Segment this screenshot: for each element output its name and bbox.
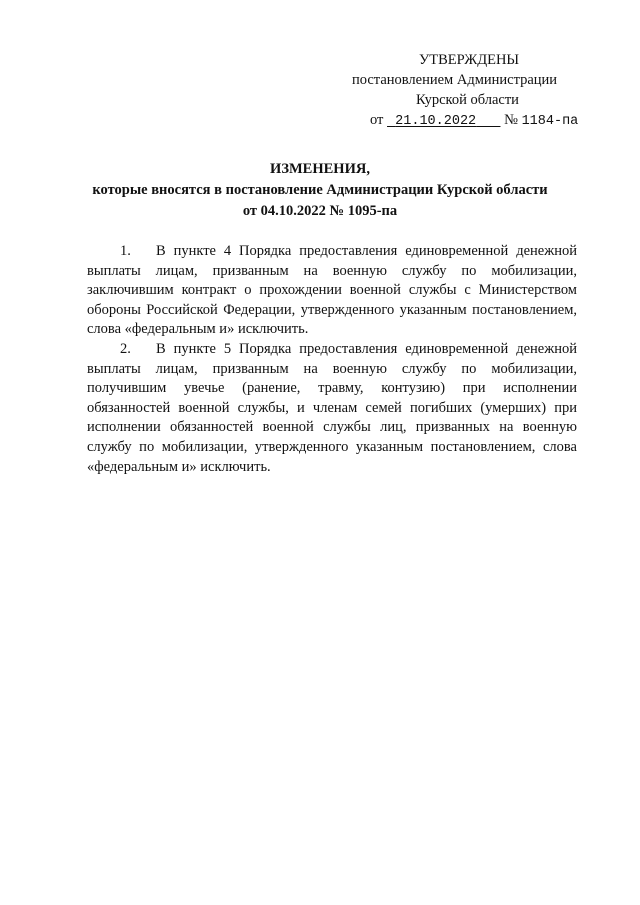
- approval-date-line: [352, 110, 592, 132]
- approval-date: 21.10.2022: [395, 114, 477, 129]
- approval-line-1: постановлением Администрации: [352, 72, 558, 88]
- approval-line-2: Курской области: [416, 92, 519, 108]
- approval-stamp: [352, 50, 592, 132]
- item-number: 1.: [120, 243, 131, 259]
- item-text: В пункте 5 Порядка предоставления единовременной денежной выплаты лицам, призванным на военную службу по мобилизации, получившим увечье (ранение, травму, контузию) при исполнении обязанностей военной службы, и членам семей погибших (умерших) при исполнении обязанностей военной службы лиц, призванных на военную службу по мобилизации, утвержденного указанным постановлением, слова «федеральным и» исключить.: [87, 340, 577, 475]
- list-item: [87, 242, 577, 340]
- approval-title: УТВЕРЖДЕНЫ: [419, 52, 520, 68]
- heading-subtitle-2: от 04.10.2022 № 1095-па: [242, 203, 398, 219]
- list-item: [87, 340, 577, 477]
- heading-title: ИЗМЕНЕНИЯ,: [270, 161, 370, 177]
- item-text: В пункте 4 Порядка предоставления единовременной денежной выплаты лицам, призванным на военную службу по мобилизации, заключившим контракт о прохождении военной службы с Министерством обороны Российской Федерации, утвержденного указанным постановлением, слова «федеральным и» исключить.: [87, 243, 577, 338]
- date-prefix: от: [370, 112, 384, 128]
- document-heading: [40, 159, 600, 222]
- document-body: [87, 242, 577, 477]
- item-number: 2.: [120, 340, 131, 357]
- heading-subtitle-1: которые вносятся в постановление Администрации Курской области: [92, 182, 548, 198]
- approval-number: 1184-па: [521, 114, 579, 129]
- number-prefix: №: [504, 112, 518, 128]
